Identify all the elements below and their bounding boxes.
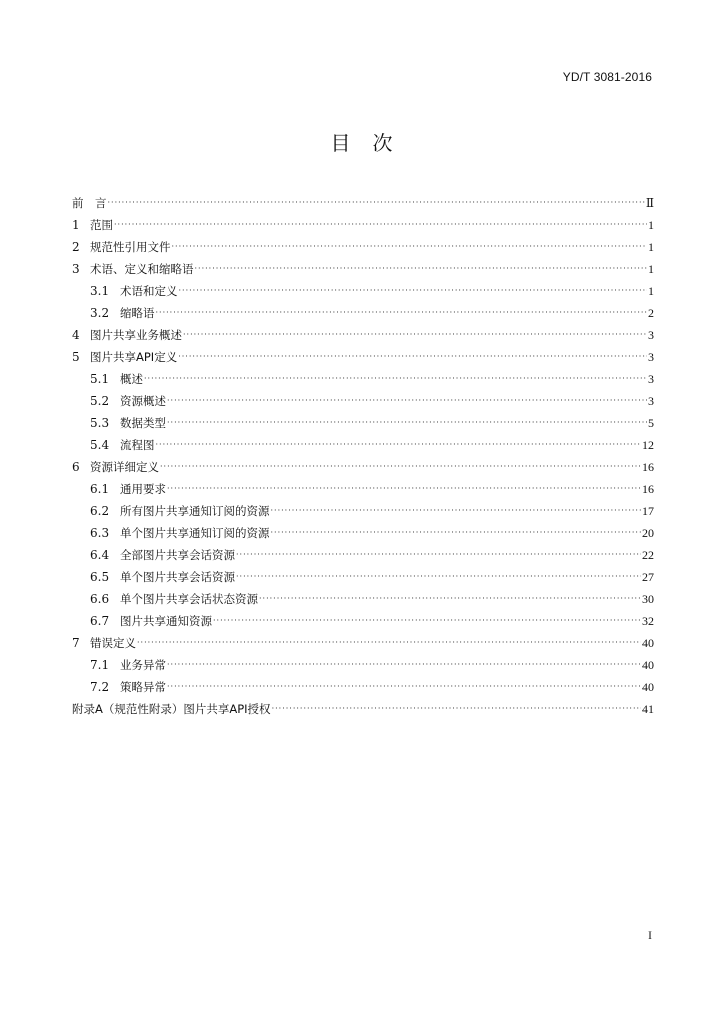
toc-entry-page: 3 [648, 394, 654, 408]
toc-entry-title: 附录A（规范性附录）图片共享API授权 [72, 702, 271, 716]
toc-entry-title: 缩略语 [120, 306, 155, 320]
toc-entry-title: 单个图片共享会话状态资源 [120, 592, 258, 606]
toc-entry[interactable] [72, 368, 654, 390]
toc-entry[interactable] [72, 280, 654, 302]
table-of-contents [72, 192, 654, 720]
toc-entry-title: 前 言 [72, 196, 107, 210]
toc-entry-title: 图片共享API定义 [90, 350, 178, 364]
toc-entry[interactable] [72, 258, 654, 280]
toc-dot-leader [160, 462, 641, 472]
toc-entry-number: 6.5 [90, 570, 110, 584]
toc-entry-page: 3 [648, 350, 654, 364]
toc-dot-leader [156, 308, 648, 318]
toc-entry-page: Ⅱ [645, 196, 654, 210]
toc-entry[interactable] [72, 566, 654, 588]
toc-entry-page: 20 [642, 526, 654, 540]
toc-dot-leader [271, 528, 642, 538]
toc-entry-number: 5.3 [90, 416, 110, 430]
toc-title: 目 次 [330, 131, 394, 155]
toc-entry[interactable] [72, 214, 654, 236]
toc-entry-page: 27 [642, 570, 654, 584]
toc-entry-page: 16 [642, 460, 654, 474]
toc-entry-title: 资源概述 [120, 394, 166, 408]
toc-entry-title: 单个图片共享通知订阅的资源 [120, 526, 270, 540]
toc-entry-page: 1 [648, 262, 654, 276]
toc-entry-number: 5 [72, 350, 80, 364]
toc-dot-leader [271, 506, 642, 516]
toc-dot-leader [259, 594, 641, 604]
toc-entry-number: 5.2 [90, 394, 110, 408]
toc-entry-page: 5 [648, 416, 654, 430]
toc-entry-title: 资源详细定义 [90, 460, 159, 474]
toc-entry-number: 3 [72, 262, 80, 276]
toc-dot-leader [167, 418, 647, 428]
toc-entry-number: 5.4 [90, 438, 110, 452]
toc-entry-page: 1 [648, 218, 654, 232]
toc-entry-number: 7.1 [90, 658, 110, 672]
toc-entry-title: 错误定义 [90, 636, 136, 650]
toc-entry-title: 全部图片共享会话资源 [120, 548, 235, 562]
toc-dot-leader [183, 330, 647, 340]
toc-entry-title: 规范性引用文件 [90, 240, 171, 254]
toc-dot-leader [108, 198, 645, 208]
toc-dot-leader [272, 704, 641, 714]
toc-entry-page: 3 [648, 372, 654, 386]
toc-entry-title: 术语和定义 [120, 284, 178, 298]
toc-entry-page: 30 [642, 592, 654, 606]
toc-entry-title: 概述 [120, 372, 143, 386]
toc-entry-page: 40 [642, 636, 654, 650]
toc-entry[interactable] [72, 324, 654, 346]
toc-dot-leader [172, 242, 648, 252]
toc-entry-page: 16 [642, 482, 654, 496]
toc-dot-leader [179, 286, 648, 296]
toc-entry-page: 1 [648, 240, 654, 254]
toc-entry-number: 4 [72, 328, 80, 342]
toc-entry-number: 6.4 [90, 548, 110, 562]
toc-entry[interactable] [72, 588, 654, 610]
toc-dot-leader [213, 616, 641, 626]
toc-dot-leader [114, 220, 647, 230]
toc-entry[interactable] [72, 478, 654, 500]
toc-dot-leader [167, 682, 641, 692]
toc-entry-title: 单个图片共享会话资源 [120, 570, 235, 584]
toc-entry-page: 1 [648, 284, 654, 298]
toc-entry-title: 业务异常 [120, 658, 166, 672]
toc-dot-leader [195, 264, 648, 274]
toc-entry-title: 流程图 [120, 438, 155, 452]
toc-entry-page: 12 [642, 438, 654, 452]
toc-entry-title: 图片共享业务概述 [90, 328, 182, 342]
toc-entry-title: 所有图片共享通知订阅的资源 [120, 504, 270, 518]
toc-dot-leader [236, 550, 641, 560]
toc-dot-leader [156, 440, 642, 450]
toc-entry-page: 2 [648, 306, 654, 320]
toc-entry-title: 图片共享通知资源 [120, 614, 212, 628]
toc-entry-number: 7.2 [90, 680, 110, 694]
toc-entry-number: 3.1 [90, 284, 110, 298]
toc-entry-page: 40 [642, 680, 654, 694]
toc-entry-number: 6.2 [90, 504, 110, 518]
toc-dot-leader [167, 396, 647, 406]
toc-entry[interactable] [72, 456, 654, 478]
toc-entry[interactable] [72, 412, 654, 434]
toc-entry[interactable] [72, 302, 654, 324]
toc-entry[interactable] [72, 522, 654, 544]
toc-entry[interactable] [72, 434, 654, 456]
toc-entry-page: 22 [642, 548, 654, 562]
toc-entry[interactable] [72, 654, 654, 676]
toc-dot-leader [137, 638, 641, 648]
toc-entry-page: 41 [642, 702, 654, 716]
toc-entry-title: 范围 [90, 218, 113, 232]
toc-entry[interactable] [72, 632, 654, 654]
toc-entry[interactable] [72, 676, 654, 698]
toc-entry[interactable] [72, 698, 654, 720]
toc-entry-number: 5.1 [90, 372, 110, 386]
toc-entry-number: 6 [72, 460, 80, 474]
toc-entry-page: 3 [648, 328, 654, 342]
toc-entry-title: 术语、定义和缩略语 [90, 262, 194, 276]
toc-entry-page: 40 [642, 658, 654, 672]
toc-entry[interactable] [72, 346, 654, 368]
toc-dot-leader [144, 374, 647, 384]
toc-entry-title: 数据类型 [120, 416, 166, 430]
toc-entry[interactable] [72, 192, 654, 214]
toc-entry-number: 1 [72, 218, 80, 232]
toc-entry[interactable] [72, 610, 654, 632]
toc-entry-number: 3.2 [90, 306, 110, 320]
toc-entry[interactable] [72, 390, 654, 412]
toc-dot-leader [167, 660, 641, 670]
toc-entry-number: 2 [72, 240, 80, 254]
toc-entry-number: 6.3 [90, 526, 110, 540]
page-number: I [648, 928, 652, 942]
toc-entry-number: 6.7 [90, 614, 110, 628]
toc-entry-page: 32 [642, 614, 654, 628]
standard-code: YD/T 3081-2016 [562, 70, 652, 84]
toc-dot-leader [236, 572, 641, 582]
toc-entry[interactable] [72, 544, 654, 566]
toc-entry[interactable] [72, 236, 654, 258]
toc-entry-title: 通用要求 [120, 482, 166, 496]
toc-dot-leader [167, 484, 641, 494]
toc-dot-leader [178, 352, 647, 362]
toc-entry-number: 6.1 [90, 482, 110, 496]
toc-entry-page: 17 [642, 504, 654, 518]
toc-entry-number: 7 [72, 636, 80, 650]
toc-entry[interactable] [72, 500, 654, 522]
toc-entry-number: 6.6 [90, 592, 110, 606]
toc-entry-title: 策略异常 [120, 680, 166, 694]
